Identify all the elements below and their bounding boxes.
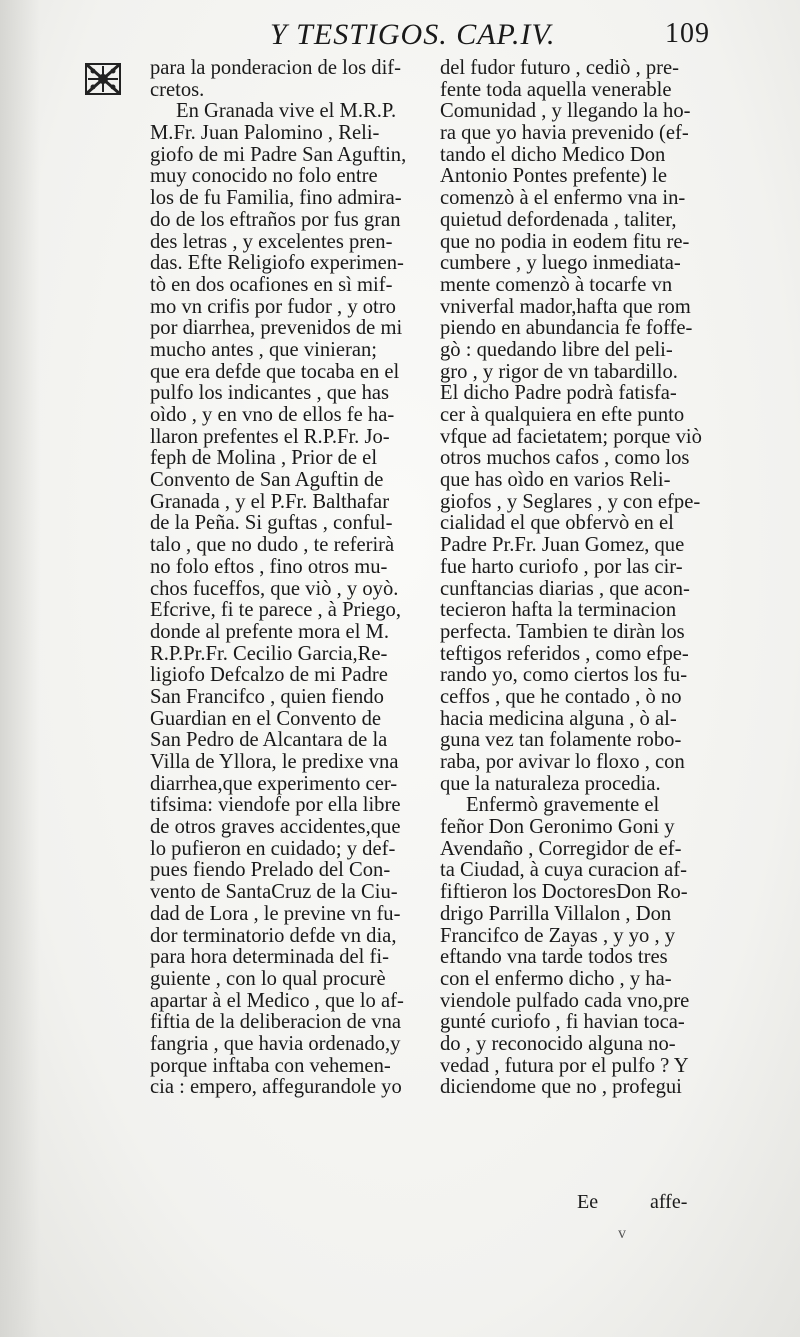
page-number: 109 — [665, 18, 710, 49]
text-line: diarrhea,que experimento cer- — [150, 773, 398, 795]
text-line: Guardian en el Convento de — [150, 708, 382, 730]
text-line: perfecta. Tambien te diràn los — [440, 621, 685, 643]
text-line: dad de Lora , le previne vn fu- — [150, 903, 401, 925]
text-line: de otros graves accidentes,que — [150, 817, 401, 839]
text-line: quietud defordenada , taliter, — [440, 209, 677, 231]
text-line: do de los eftraños por fus gran — [150, 209, 401, 231]
text-line: das. Efte Religiofo experimen- — [150, 253, 404, 275]
text-line: ra que yo havia prevenido (ef- — [440, 123, 689, 145]
text-line: Padre Pr.Fr. Juan Gomez, que — [440, 535, 685, 557]
text-line: hacia medicina alguna , ò al- — [440, 708, 677, 730]
right-column-text — [440, 58, 712, 1099]
page-header — [270, 18, 710, 58]
text-line: vento de SantaCruz de la Ciu- — [150, 882, 398, 904]
text-line: San Pedro de Alcantara de la — [150, 730, 388, 752]
text-line: gro , y rigor de vn tabardillo. — [440, 361, 678, 383]
printer-fleuron-icon — [84, 62, 122, 96]
text-line: tò en dos ocafiones en sì mif- — [150, 274, 393, 296]
text-line: Enfermò gravemente el — [466, 795, 660, 817]
text-line: Efcrive, fi te parece , à Priego, — [150, 600, 401, 622]
text-line: oìdo , y en vno de ellos fe ha- — [150, 405, 395, 426]
text-line: R.P.Pr.Fr. Cecilio Garcia,Re- — [150, 643, 388, 665]
text-line: con el enfermo dicho , y ha- — [440, 968, 672, 990]
text-line: fiftieron los DoctoresDon Ro- — [440, 882, 688, 904]
text-line: fiftia de la deliberacion de vna — [150, 1012, 402, 1034]
text-line: ceffos , que he contado , ò no — [440, 686, 682, 708]
text-line: vedad , futura por el pulfo ? Y — [440, 1055, 689, 1077]
text-line: drigo Parrilla Villalon , Don — [440, 903, 672, 925]
text-line: des letras , y excelentes pren- — [150, 231, 393, 253]
text-line: vfque ad facietatem; porque viò — [440, 426, 702, 448]
text-line: fangria , que havia ordenado,y — [150, 1033, 401, 1055]
text-line: Francifco de Zayas , y yo , y — [440, 925, 676, 947]
gutter-shadow — [0, 0, 40, 1337]
text-line: que era defde que tocaba en el — [150, 361, 400, 383]
catchword: affe- — [650, 1191, 688, 1213]
text-line: mente comenzò à tocarfe vn — [440, 274, 673, 296]
text-line: apartar à el Medico , que lo af- — [150, 990, 404, 1012]
text-line: donde al prefente mora el M. — [150, 621, 390, 643]
text-line: cumbere , y luego inmediata- — [440, 253, 681, 275]
text-line: ligiofo Defcalzo de mi Padre — [150, 665, 388, 687]
bottom-mark: v — [618, 1225, 626, 1242]
text-line: fue harto curiofo , por las cir- — [440, 556, 683, 578]
text-line: Comunidad , y llegando la ho- — [440, 101, 691, 123]
text-line: tando el dicho Medico Don — [440, 144, 666, 166]
text-line: El dicho Padre podrà fatisfa- — [440, 383, 677, 405]
text-line: mo vn crifis por fudor , y otro — [150, 296, 396, 318]
text-line: giofo de mi Padre San Aguftin, — [150, 144, 407, 166]
text-line: mucho antes , que vinieran; — [150, 339, 378, 361]
text-line: M.Fr. Juan Palomino , Reli- — [150, 123, 380, 145]
text-line: feñor Don Geronimo Goni y — [440, 817, 675, 839]
text-line: Avendaño , Corregidor de ef- — [440, 838, 682, 860]
text-line: piendo en abundancia fe foffe- — [440, 318, 693, 340]
text-line: Antonio Pontes prefente) le — [440, 166, 668, 188]
text-line: muy conocido no folo entre — [150, 166, 378, 188]
text-line: que no podia in eodem fitu re- — [440, 231, 690, 253]
text-line: para hora determinada del fi- — [150, 947, 389, 969]
text-line: que la naturaleza procedia. — [440, 773, 661, 795]
text-line: de la Peña. Si guftas , conful- — [150, 513, 393, 535]
text-line: do , y reconocido alguna no- — [440, 1033, 676, 1055]
text-line: ta Ciudad, à cuya curacion af- — [440, 860, 688, 882]
text-line: chos fuceffos, que viò , y oyò. — [150, 578, 399, 600]
text-line: raba, por avivar lo floxo , con — [440, 752, 685, 773]
text-line: gunté curiofo , fi havian toca- — [440, 1012, 685, 1034]
text-line: giofos , y Seglares , y con efpe- — [440, 491, 701, 513]
text-line: cialidad el que obfervò en el — [440, 513, 674, 535]
text-line: viendole pulfado cada vno,pre — [440, 990, 690, 1012]
text-line: llaron prefentes el R.P.Fr. Jo- — [150, 426, 390, 448]
text-line: otros muchos cafos , como los — [440, 448, 690, 470]
text-line: dor terminatorio defde vn dia, — [150, 925, 397, 947]
text-line: guna vez tan folamente robo- — [440, 730, 682, 752]
text-line: rando yo, como ciertos los fu- — [440, 665, 688, 687]
text-line: cunftancias diarias , que acon- — [440, 578, 690, 600]
text-line: cretos. — [150, 79, 205, 101]
text-line: En Granada vive el M.R.P. — [176, 101, 397, 123]
text-line: tecieron hafta la terminacion — [440, 600, 677, 622]
text-line: Granada , y el P.Fr. Balthafar — [150, 491, 390, 513]
text-line: que has oìdo en varios Reli- — [440, 470, 671, 492]
text-line: gò : quedando libre del peli- — [440, 339, 673, 361]
text-line: porque inftaba con vehemen- — [150, 1055, 391, 1077]
text-line: para la ponderacion de los dif- — [150, 58, 402, 79]
left-column-text — [150, 58, 420, 1099]
text-line: pues fiendo Prelado del Con- — [150, 860, 391, 882]
text-line: los de fu Familia, fino admira- — [150, 188, 402, 210]
text-line: eftando vna tarde todos tres — [440, 947, 668, 969]
text-line: cia : empero, affegurandole yo — [150, 1077, 402, 1099]
text-line: del fudor futuro , cediò , pre- — [440, 58, 680, 79]
text-line: comenzò à el enfermo vna in- — [440, 188, 686, 210]
text-line: fente toda aquella venerable — [440, 79, 672, 101]
text-line: tifsima: viendofe por ella libre — [150, 795, 401, 817]
text-line: teftigos referidos , como efpe- — [440, 643, 689, 665]
signature-mark: Ee — [577, 1191, 599, 1213]
text-line: pulfo los indicantes , que has — [150, 383, 390, 405]
text-line: cer à qualquiera en efte punto — [440, 405, 685, 426]
text-line: diciendome que no , profegui — [440, 1077, 682, 1099]
text-line: Villa de Yllora, le predixe vna — [150, 752, 399, 773]
text-line: Convento de San Aguftin de — [150, 470, 384, 492]
text-line: lo pufieron en cuidado; y def- — [150, 838, 396, 860]
text-line: vniverfal mador,hafta que rom — [440, 296, 691, 318]
running-title: Y TESTIGOS. CAP.IV. — [270, 18, 556, 51]
text-line: no folo eftos , fino otros mu- — [150, 556, 388, 578]
text-line: San Francifco , quien fiendo — [150, 686, 384, 708]
text-line: por diarrhea, prevenidos de mi — [150, 318, 403, 340]
text-line: guiente , con lo qual procurè — [150, 968, 386, 990]
text-line: talo , que no dudo , te referirà — [150, 535, 395, 557]
text-line: feph de Molina , Prior de el — [150, 448, 378, 470]
